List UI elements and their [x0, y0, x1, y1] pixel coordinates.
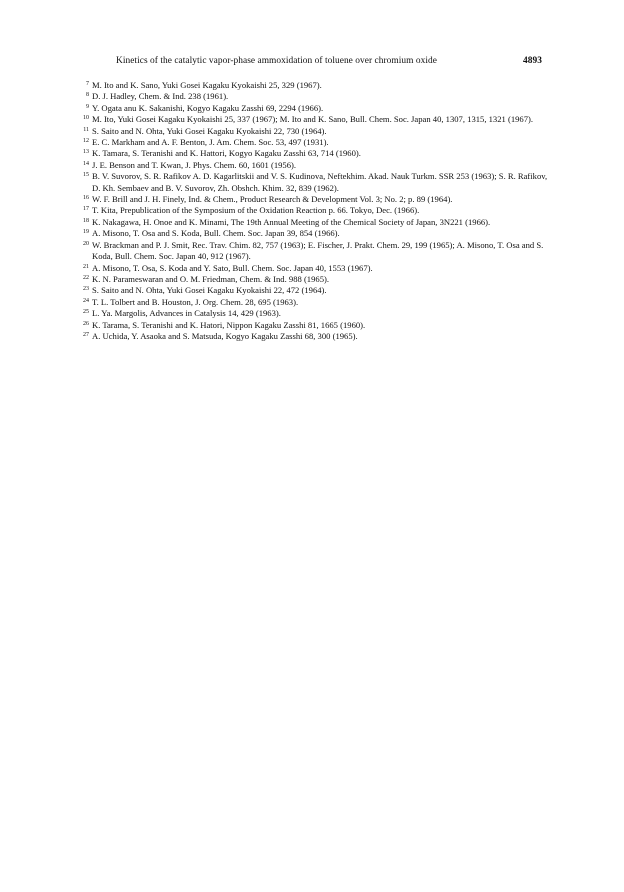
- reference-number: 7: [86, 81, 89, 87]
- reference-number: 17: [83, 206, 89, 213]
- reference-number: 15: [83, 172, 89, 179]
- reference-text: T. Kita, Prepublication of the Symposium of the Oxidation Reaction p. 66. Tokyo, Dec. (1966).: [92, 205, 420, 216]
- reference-item: [78, 285, 548, 296]
- reference-number: 25: [83, 309, 89, 316]
- reference-text: K. N. Parameswaran and O. M. Friedman, Chem. & Ind. 988 (1965).: [92, 273, 329, 284]
- running-title: Kinetics of the catalytic vapor-phase ammoxidation of toluene over chromium oxide: [116, 56, 437, 66]
- reference-item: [78, 308, 548, 319]
- reference-item: [78, 91, 548, 102]
- reference-item: [78, 320, 548, 331]
- reference-number: 8: [86, 92, 89, 99]
- reference-item: [78, 160, 548, 171]
- reference-item: [78, 297, 548, 308]
- reference-text: W. Brackman and P. J. Smit, Rec. Trav. Chim. 82, 757 (1963); E. Fischer, J. Prakt. Chem. 29, 199 (1965); A. Misono, T. Osa and S. Koda, Bull. Chem. Soc. Japan 40, 912 (1967).: [92, 239, 544, 262]
- reference-item: [78, 240, 548, 263]
- reference-text: M. Ito and K. Sano, Yuki Gosei Kagaku Kyokaishi 25, 329 (1967).: [92, 80, 322, 90]
- reference-text: T. L. Tolbert and B. Houston, J. Org. Chem. 28, 695 (1963).: [92, 296, 299, 307]
- reference-item: [78, 80, 548, 91]
- reference-text: S. Saito and N. Ohta, Yuki Gosei Kagaku Kyokaishi 22, 472 (1964).: [92, 285, 327, 296]
- reference-number: 19: [83, 229, 89, 236]
- reference-text: K. Tarama, S. Teranishi and K. Hatori, Nippon Kagaku Zasshi 81, 1665 (1960).: [92, 319, 366, 330]
- reference-item: [78, 171, 548, 194]
- reference-text: B. V. Suvorov, S. R. Rafikov A. D. Kagarlitskii and V. S. Kudinova, Neftekhim. Akad. Nauk Turkm. SSR 253 (1963); S. R. Rafikov, D. Kh. Sembaev and B. V. Suvorov, Zh. Obshch. Khim. 32, 839 (1962).: [92, 171, 548, 193]
- reference-item: [78, 103, 548, 114]
- reference-number: 20: [83, 240, 89, 247]
- reference-item: [78, 126, 548, 137]
- reference-number: 16: [83, 195, 89, 202]
- reference-number: 26: [83, 320, 89, 327]
- reference-number: 27: [83, 331, 89, 338]
- reference-number: 21: [83, 263, 89, 270]
- reference-text: A. Uchida, Y. Asaoka and S. Matsuda, Kogyo Kagaku Zasshi 68, 300 (1965).: [92, 330, 358, 341]
- reference-text: A. Misono, T. Osa, S. Koda and Y. Sato, Bull. Chem. Soc. Japan 40, 1553 (1967).: [92, 262, 373, 273]
- reference-text: W. F. Brill and J. H. Finely, Ind. & Chem., Product Research & Development Vol. 3; No. 2; p. 89 (1964).: [92, 194, 453, 205]
- reference-number: 23: [83, 286, 89, 293]
- reference-text: K. Nakagawa, H. Onoe and K. Minami, The 19th Annual Meeting of the Chemical Society of Japan, 3N221 (1966).: [92, 216, 491, 227]
- reference-text: K. Tamara, S. Teranishi and K. Hattori, Kogyo Kagaku Zasshi 63, 714 (1960).: [92, 148, 361, 159]
- reference-number: 14: [83, 160, 89, 167]
- reference-text: A. Misono, T. Osa and S. Koda, Bull. Chem. Soc. Japan 39, 854 (1966).: [92, 228, 340, 239]
- reference-text: J. E. Benson and T. Kwan, J. Phys. Chem. 60, 1601 (1956).: [92, 159, 297, 170]
- reference-text: Y. Ogata anu K. Sakanishi, Kogyo Kagaku Zasshi 69, 2294 (1966).: [92, 102, 324, 113]
- reference-number: 10: [83, 115, 89, 122]
- reference-item: [78, 205, 548, 216]
- reference-text: E. C. Markham and A. F. Benton, J. Am. Chem. Soc. 53, 497 (1931).: [92, 137, 329, 148]
- reference-number: 12: [83, 138, 89, 145]
- reference-number: 11: [83, 126, 89, 133]
- reference-text: L. Ya. Margolis, Advances in Catalysis 14, 429 (1963).: [92, 308, 281, 319]
- reference-text: D. J. Hadley, Chem. & Ind. 238 (1961).: [92, 91, 229, 102]
- reference-text: M. Ito, Yuki Gosei Kagaku Kyokaishi 25, 337 (1967); M. Ito and K. Sano, Bull. Chem. Soc. Japan 40, 1307, 1315, 1321 (1967).: [92, 114, 534, 125]
- reference-item: [78, 194, 548, 205]
- reference-item: [78, 217, 548, 228]
- reference-number: 13: [83, 149, 89, 156]
- reference-item: [78, 137, 548, 148]
- reference-number: 24: [83, 297, 89, 304]
- reference-list: [78, 80, 548, 342]
- reference-item: [78, 114, 548, 125]
- reference-item: [78, 228, 548, 239]
- reference-number: 22: [83, 274, 89, 281]
- reference-number: 18: [83, 217, 89, 224]
- reference-item: [78, 331, 548, 342]
- page-number: 4893: [523, 56, 542, 66]
- reference-item: [78, 148, 548, 159]
- reference-item: [78, 263, 548, 274]
- reference-number: 9: [86, 103, 89, 110]
- reference-text: S. Saito and N. Ohta, Yuki Gosei Kagaku Kyokaishi 22, 730 (1964).: [92, 125, 327, 136]
- reference-item: [78, 274, 548, 285]
